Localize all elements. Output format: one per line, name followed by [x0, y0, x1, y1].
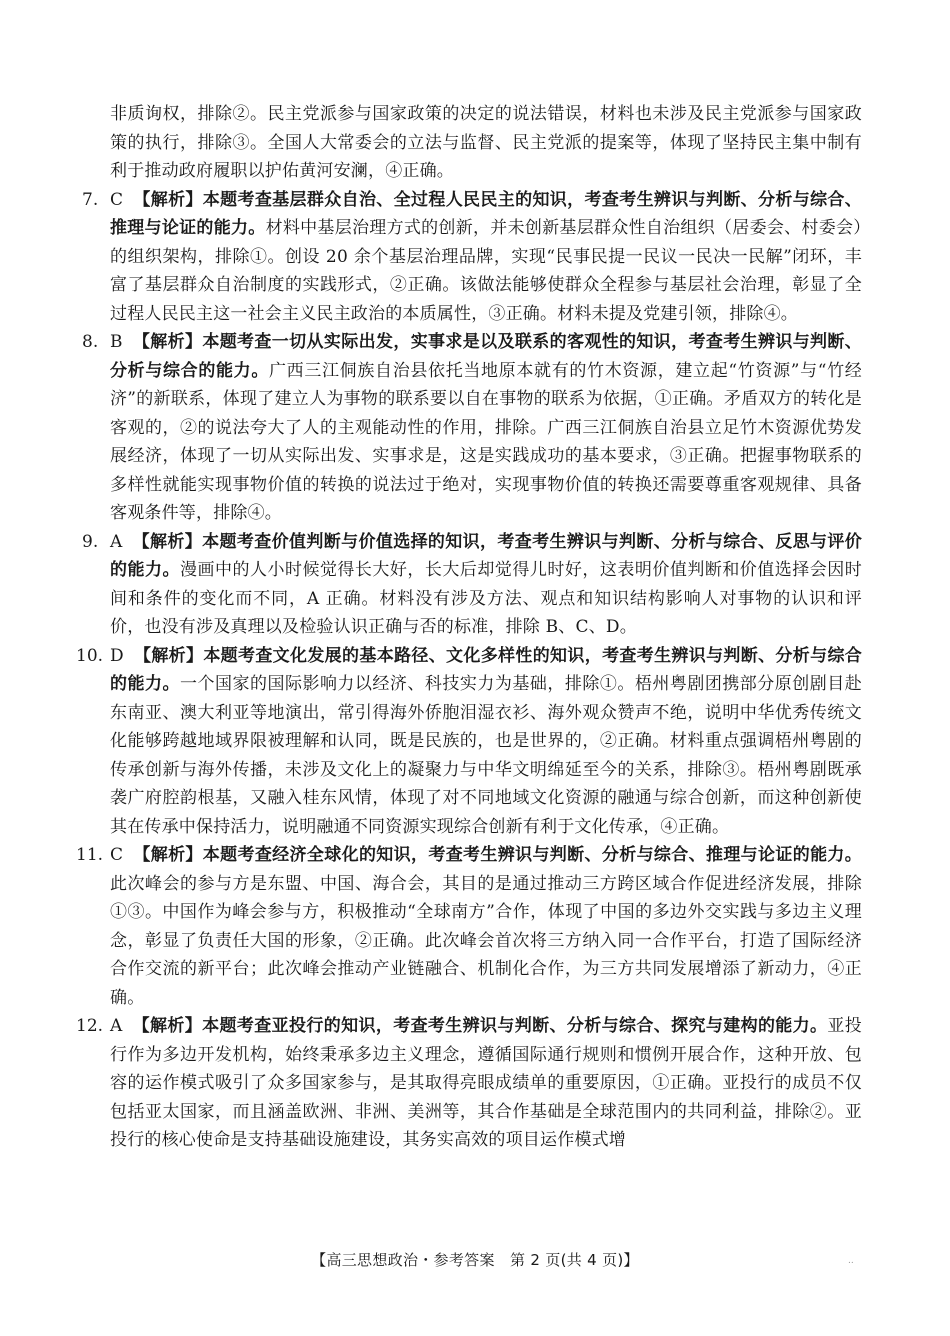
item-number: 10.	[76, 645, 104, 666]
answer-item-8	[82, 328, 862, 528]
analysis-body: 此次峰会的参与方是东盟、中国、海合会，其目的是通过推动三方跨区域合作促进经济发展，排除①③。中国作为峰会参与方，积极推动“全球南方”合作，体现了中国的多边外交实践与多边主义理念，彰显了负责任大国的形象，②正确。此次峰会首次将三方纳入同一合作平台，打造了国际经济合作交流的新平台；此次峰会推动产业链融合、机制化合作，为三方共同发展增添了新动力，④正确。	[110, 873, 862, 1008]
analysis-tag: 【解析】	[133, 645, 204, 666]
corner-mark: ..	[848, 1256, 854, 1266]
answer-letter: A	[110, 1016, 123, 1036]
answer-letter: B	[110, 332, 123, 352]
item-paragraph	[110, 1012, 862, 1155]
analysis-summary: 本题考查文化发展的基本路径、文化多样性的知识，考查考生辨识与判断、分析与综合的能力。	[110, 645, 862, 694]
answer-key-page	[76, 100, 862, 1155]
item-paragraph	[110, 186, 862, 329]
answer-item-11	[76, 841, 862, 1012]
item-number: 9.	[82, 531, 99, 552]
page-footer: 【高三思想政治・参考答案 第 2 页(共 4 页)】	[311, 1251, 639, 1269]
answer-item-7	[82, 186, 862, 329]
item-number: 12.	[76, 1016, 104, 1036]
item-paragraph	[110, 328, 862, 528]
answer-letter: D	[110, 645, 124, 666]
item-number: 7.	[82, 189, 99, 210]
analysis-body: 材料中基层治理方式的创新，并未创新基层群众性自治组织（居委会、村委会）的组织架构，排除①。创设 20 余个基层治理品牌，实现“民事民提一民议一民决一民解”闭环，丰富了基层群众自治制度的实践形式，②正确。该做法能够使群众全程参与基层社会治理，彰显了全过程人民民主这一社会主义民主政治的本质属性，③正确。材料未提及党建引领，排除④。	[110, 218, 862, 324]
item-paragraph	[110, 528, 862, 642]
continued-text: 非质询权，排除②。民主党派参与国家政策的决定的说法错误，材料也未涉及民主党派参与国家政策的执行，排除③。全国人大常委会的立法与监督、民主党派的提案等，体现了坚持民主集中制有利于推动政府履职以护佑黄河安澜，④正确。	[110, 104, 862, 181]
analysis-tag: 【解析】	[133, 189, 203, 210]
continued-paragraph	[110, 100, 862, 186]
analysis-tag: 【解析】	[133, 845, 203, 865]
analysis-summary: 本题考查经济全球化的知识，考查考生辨识与判断、分析与综合、推理与论证的能力。	[202, 845, 862, 865]
answer-letter: C	[110, 845, 124, 865]
analysis-summary: 本题考查价值判断与价值选择的知识，考查考生辨识与判断、分析与综合、反思与评价的能力。	[110, 531, 862, 580]
item-paragraph	[110, 841, 862, 1012]
analysis-tag: 【解析】	[132, 1016, 203, 1036]
answer-item-12	[76, 1012, 862, 1155]
analysis-tag: 【解析】	[132, 531, 203, 552]
answer-item-10	[76, 642, 862, 842]
item-number: 8.	[82, 332, 99, 352]
answer-letter: A	[110, 531, 123, 552]
analysis-summary: 本题考查基层群众自治、全过程人民民主的知识，考查考生辨识与判断、分析与综合、推理与论证的能力。	[110, 189, 862, 238]
analysis-body: 漫画中的人小时候觉得长大好，长大后却觉得儿时好，这表明价值判断和价值选择会因时间和条件的变化而不同，A 正确。材料没有涉及方法、观点和知识结构影响人对事物的认识和评价，也没有涉及真理以及检验认识正确与否的标准，排除 B、C、D。	[110, 560, 862, 637]
analysis-body: 亚投行作为多边开发机构，始终秉承多边主义理念，遵循国际通行规则和惯例开展合作，这种开放、包容的运作模式吸引了众多国家参与，是其取得亮眼成绩单的重要原因，①正确。亚投行的成员不仅包括亚太国家，而且涵盖欧洲、非洲、美洲等，其合作基础是全球范围内的共同利益，排除②。亚投行的核心使命是支持基础设施建设，其务实高效的项目运作模式增	[110, 1016, 862, 1150]
answer-letter: C	[110, 189, 124, 210]
analysis-body: 一个国家的国际影响力以经济、科技实力为基础，排除①。梧州粤剧团携部分原创剧目赴东南亚、澳大利亚等地演出，常引得海外侨胞泪湿衣衫、海外观众赞声不绝，说明中华优秀传统文化能够跨越地域界限被理解和认同，既是民族的，也是世界的，②正确。材料重点强调梧州粤剧的传承创新与海外传播，未涉及文化上的凝聚力与中华文明绵延至今的关系，排除③。梧州粤剧既承袭广府腔韵根基，又融入桂东风情，体现了对不同地域文化资源的融通与综合创新，而这种创新使其在传承中保持活力，说明融通不同资源实现综合创新有利于文化传承，④正确。	[110, 674, 862, 837]
item-number: 11.	[76, 845, 104, 865]
analysis-summary: 本题考查亚投行的知识，考查考生辨识与判断、分析与综合、探究与建构的能力。	[202, 1016, 828, 1036]
analysis-tag: 【解析】	[132, 332, 203, 352]
analysis-summary: 本题考查一切从实际出发，实事求是以及联系的客观性的知识，考查考生辨识与判断、分析与综合的能力。	[110, 332, 862, 381]
analysis-body: 广西三江侗族自治县依托当地原本就有的竹木资源，建立起“竹资源”与“竹经济”的新联系，体现了建立人为事物的联系要以自在事物的联系为依据，①正确。矛盾双方的转化是客观的，②的说法夸大了人的主观能动性的作用，排除。广西三江侗族自治县立足竹木资源优势发展经济，体现了一切从实际出发、实事求是，这是实践成功的基本要求，③正确。把握事物联系的多样性就能实现事物价值的转换的说法过于绝对，实现事物价值的转换还需要尊重客观规律、具备客观条件等，排除④。	[110, 360, 862, 523]
item-paragraph	[110, 642, 862, 842]
answer-item-9	[82, 528, 862, 642]
